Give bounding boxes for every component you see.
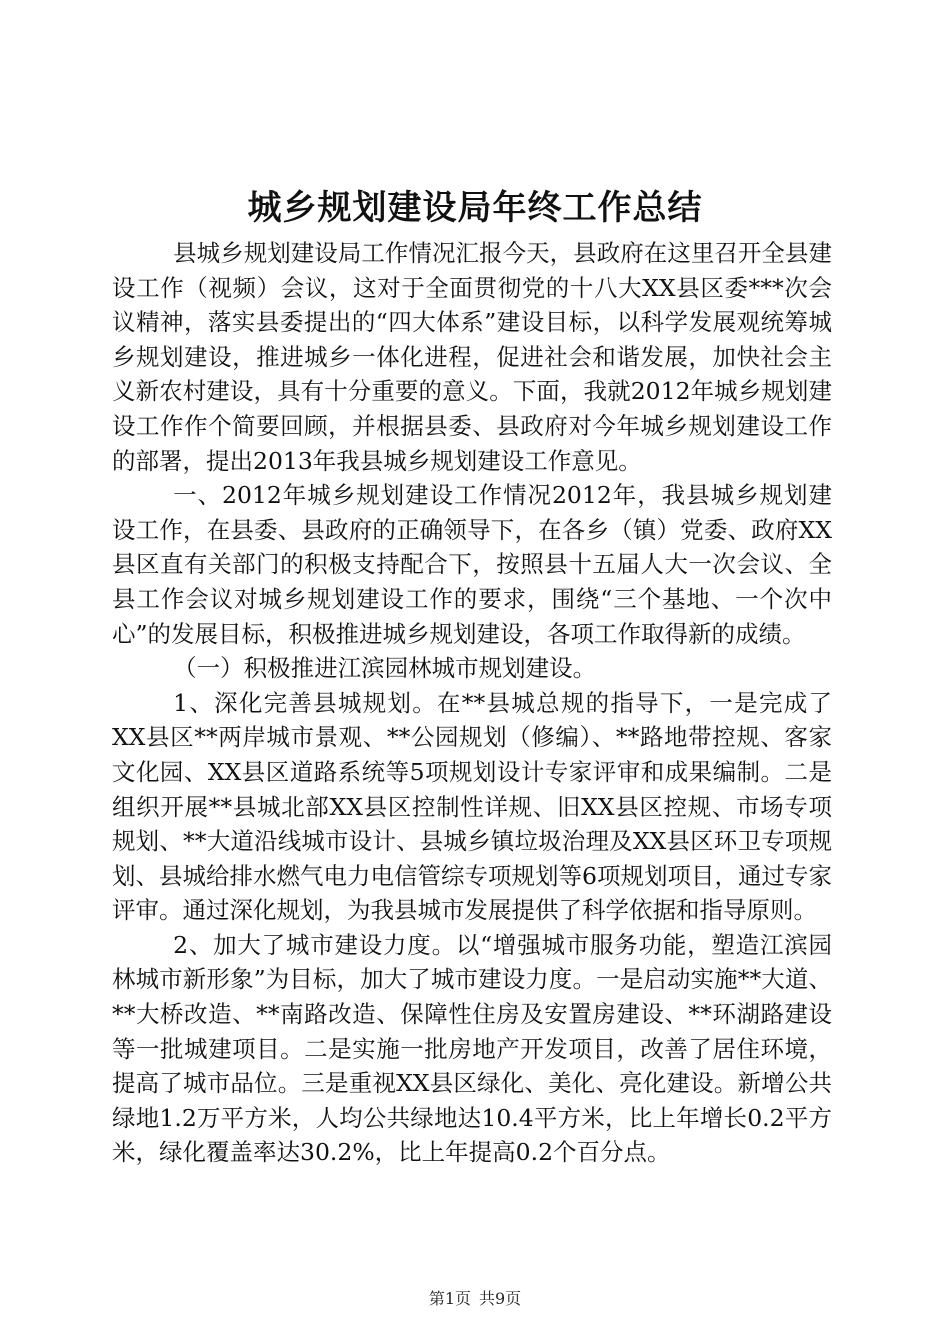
page-footer — [0, 1288, 950, 1310]
paragraph-section-one: 一、2012年城乡规划建设工作情况2012年，我县城乡规划建设工作，在县委、县政府的正确领导下，在各乡（镇）党委、政府XX县区直有关部门的积极支持配合下，按照县十五届人大一次会议、全县工作会议对城乡规划建设工作的要求，围绕“三个基地、一个次中心”的发展目标，积极推进城乡规划建设，各项工作取得新的成绩。 — [112, 481, 832, 648]
paragraph-subsection-heading: （一）积极推进江滨园林城市规划建设。 — [173, 654, 597, 683]
document-body — [112, 236, 832, 1170]
paragraph-item-two: 2、加大了城市建设力度。以“增强城市服务功能，塑造江滨园林城市新形象”为目标，加大了城市建设力度。一是启动实施**大道、**大桥改造、**南路改造、保障性住房及安置房建设、**环湖路建设等一批城建项目。二是实施一批房地产开发项目，改善了居住环境，提高了城市品位。三是重视XX县区绿化、美化、亮化建设。新增公共绿地1.2万平方米，人均公共绿地达10.4平方米，比上年增长0.2平方米，绿化覆盖率达30.2%，比上年提高0.2个百分点。 — [112, 930, 832, 1167]
page-total: 共9页 — [479, 1289, 522, 1308]
paragraph-intro: 县城乡规划建设局工作情况汇报今天，县政府在这里召开全县建设工作（视频）会议，这对于全面贯彻党的十八大XX县区委***次会议精神，落实县委提出的“四大体系”建设目标，以科学发展观统筹城乡规划建设，推进城乡一体化进程，促进社会和谐发展，加快社会主义新农村建设，具有十分重要的意义。下面，我就2012年城乡规划建设工作作个简要回顾，并根据县委、县政府对今年城乡规划建设工作的部署，提出2013年我县城乡规划建设工作意见。 — [112, 239, 832, 475]
page-number: 第1页 — [428, 1289, 471, 1308]
paragraph-item-one: 1、深化完善县城规划。在**县城总规的指导下，一是完成了XX县区**两岸城市景观、**公园规划（修编）、**路地带控规、客家文化园、XX县区道路系统等5项规划设计专家评审和成果编制。二是组织开展**县城北部XX县区控制性详规、旧XX县区控规、市场专项规划、**大道沿线城市设计、县城乡镇垃圾治理及XX县区环卫专项规划、县城给排水燃气电力电信管综专项规划等6项规划项目，通过专家评审。通过深化规划，为我县城市发展提供了科学依据和指导原则。 — [112, 688, 832, 925]
document-title: 城乡规划建设局年终工作总结 — [247, 188, 703, 228]
